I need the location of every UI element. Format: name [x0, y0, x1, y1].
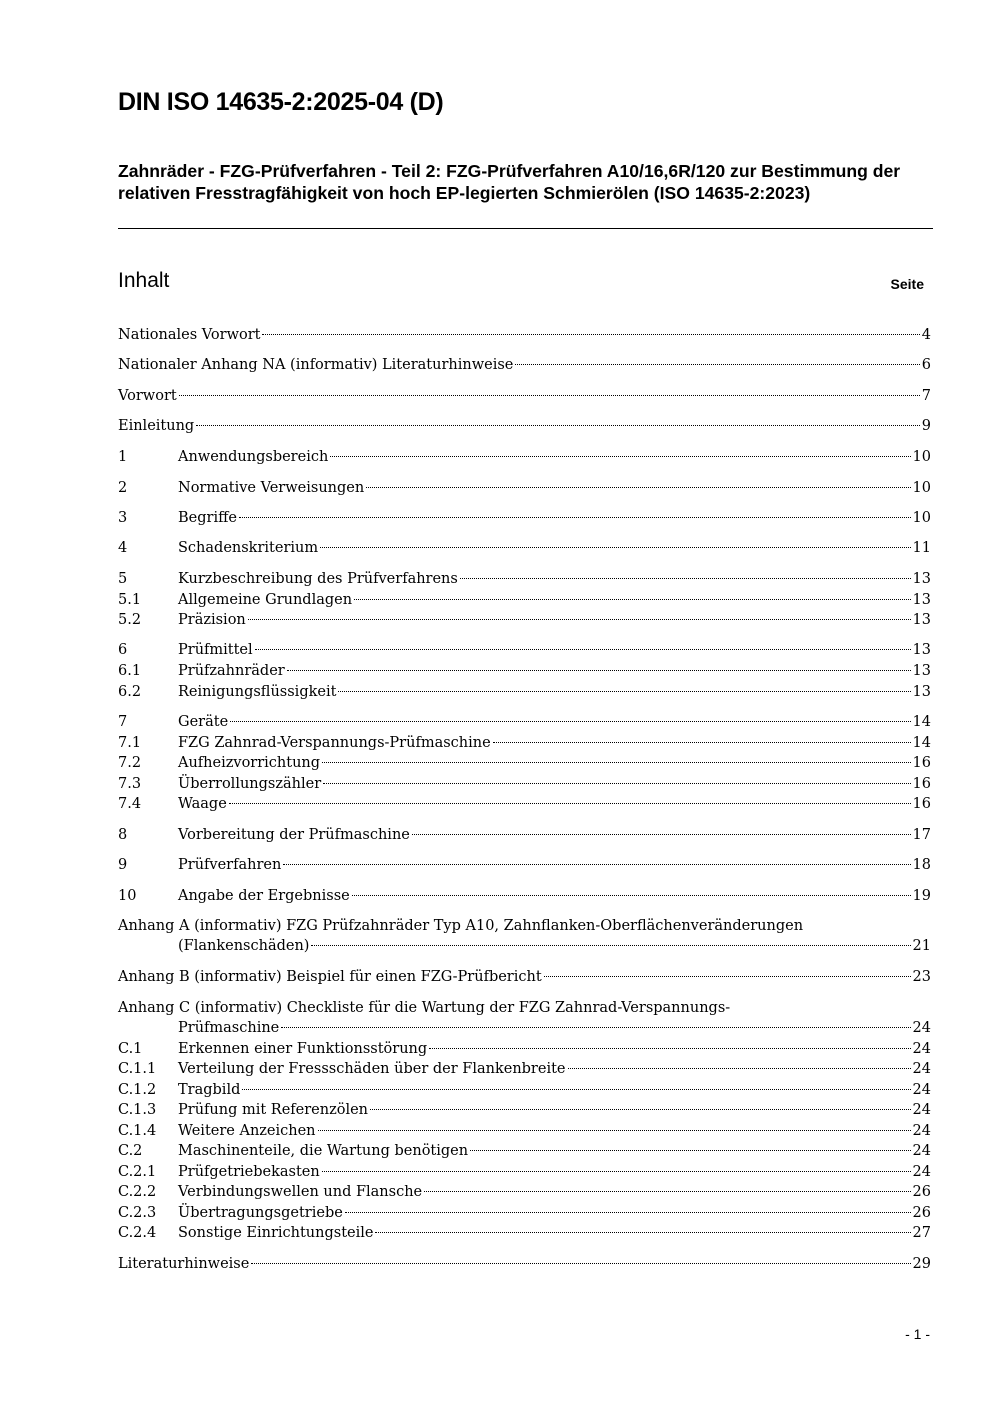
toc-entry-title: Anwendungsbereich: [178, 449, 329, 465]
toc-entry[interactable]: [118, 733, 931, 753]
toc-entry-number: C.1: [118, 1041, 143, 1057]
toc-entry[interactable]: [118, 967, 931, 987]
toc-entry-page: 24: [912, 1082, 931, 1098]
dot-leader: [239, 517, 911, 518]
toc-entry-number: 7: [118, 714, 128, 730]
toc-entry-title: Allgemeine Grundlagen: [178, 592, 353, 608]
toc-entry-title: Aufheizvorrichtung: [178, 755, 321, 771]
toc-entry-number: 4: [118, 540, 128, 556]
toc-entry[interactable]: [118, 478, 931, 498]
toc-entry-page: 16: [912, 755, 931, 771]
dot-leader: [283, 864, 910, 865]
toc-entry[interactable]: [118, 1121, 931, 1141]
toc-entry[interactable]: [118, 610, 931, 630]
toc-entry-title: Sonstige Einrichtungsteile: [178, 1225, 374, 1241]
toc-entry[interactable]: [118, 640, 931, 660]
dot-leader: [412, 834, 911, 835]
toc-entry[interactable]: [118, 325, 931, 345]
toc-entry-title: Überrollungszähler: [178, 776, 322, 792]
toc-entry[interactable]: [118, 447, 931, 467]
toc-entry-page: 10: [912, 480, 931, 496]
toc-entry-title: Verteilung der Fressschäden über der Flankenbreite: [178, 1061, 566, 1077]
toc-entry-number: C.1.1: [118, 1061, 157, 1077]
dot-leader: [281, 1027, 910, 1028]
toc-entry-page: 6: [921, 357, 931, 373]
toc-entry-title: Prüfgetriebekasten: [178, 1164, 320, 1180]
toc-entry-page: 24: [912, 1061, 931, 1077]
toc-entry-page: 4: [921, 327, 931, 343]
toc-entry[interactable]: [118, 661, 931, 681]
document-subtitle: Zahnräder - FZG-Prüfverfahren - Teil 2: FZG-Prüfverfahren A10/16,6R/120 zur Bestimmung der relativen Fresstragfähigkeit von hoch EP-legierten Schmierölen (ISO 14635-2:2023): [118, 161, 901, 203]
toc-entry-page: 24: [912, 1020, 931, 1036]
dot-leader: [460, 578, 911, 579]
dot-leader: [179, 395, 920, 396]
toc-entry-title: Geräte: [178, 714, 229, 730]
toc-entry-page: 24: [912, 1102, 931, 1118]
dot-leader: [330, 456, 910, 457]
toc-entry-title-continued: Prüfmaschine: [178, 1020, 280, 1036]
toc-entry[interactable]: [118, 416, 931, 436]
toc-entry-title: Prüfverfahren: [178, 857, 282, 873]
toc-entry-page: 26: [912, 1184, 931, 1200]
title-divider: [118, 228, 933, 229]
toc-entry-number: C.1.3: [118, 1102, 157, 1118]
toc-entry-page: 17: [912, 827, 931, 843]
toc-entry[interactable]: [118, 1080, 931, 1100]
toc-entry-page: 26: [912, 1205, 931, 1221]
dot-leader: [544, 976, 911, 977]
dot-leader: [322, 1171, 911, 1172]
toc-entry-title: Präzision: [178, 612, 246, 628]
toc-entry-title: Waage: [178, 796, 227, 812]
dot-leader: [196, 425, 920, 426]
toc-entry-page: 24: [912, 1164, 931, 1180]
toc-entry-number: 5: [118, 571, 128, 587]
toc-entry-page: 13: [912, 612, 931, 628]
toc-entry[interactable]: [118, 1141, 931, 1161]
toc-entry-page: 18: [912, 857, 931, 873]
toc-entry-page: 13: [912, 571, 931, 587]
toc-entry[interactable]: [118, 1223, 931, 1243]
toc-entry-page: 13: [912, 684, 931, 700]
toc-entry[interactable]: [118, 1203, 931, 1223]
toc-entry-title-continued: (Flankenschäden): [178, 938, 310, 954]
dot-leader: [248, 619, 911, 620]
dot-leader: [251, 1263, 910, 1264]
toc-entry-page: 29: [912, 1256, 931, 1272]
toc-entry[interactable]: [118, 855, 931, 875]
toc-entry-number: 7.3: [118, 776, 142, 792]
toc-entry-page: 13: [912, 642, 931, 658]
toc-entry[interactable]: [118, 1100, 931, 1120]
toc-entry[interactable]: [118, 386, 931, 406]
toc-entry-number: 1: [118, 449, 128, 465]
dot-leader: [320, 547, 910, 548]
toc-entry-page: 21: [912, 938, 931, 954]
toc-entry[interactable]: [118, 538, 931, 558]
toc-entry-title: Prüfmittel: [178, 642, 253, 658]
dot-leader: [493, 742, 911, 743]
toc-entry-number: 8: [118, 827, 128, 843]
toc-entry-number: C.2.2: [118, 1184, 157, 1200]
toc-entry-number: C.2.4: [118, 1225, 157, 1241]
toc-entry-page: 23: [912, 969, 931, 985]
toc-entry-page: 13: [912, 663, 931, 679]
toc-entry-title: Maschinenteile, die Wartung benötigen: [178, 1143, 469, 1159]
toc-entry-title: Verbindungswellen und Flansche: [178, 1184, 423, 1200]
dot-leader: [354, 599, 910, 600]
toc-entry[interactable]: [118, 774, 931, 794]
toc-entry-title: Literaturhinweise: [118, 1256, 250, 1272]
toc-entry-title: Reinigungsflüssigkeit: [178, 684, 337, 700]
dot-leader: [338, 691, 910, 692]
toc-entry-title: Einleitung: [118, 418, 195, 434]
toc-entry-title: Prüfung mit Referenzölen: [178, 1102, 369, 1118]
toc-entry[interactable]: [118, 590, 931, 610]
toc-entry[interactable]: [118, 1162, 931, 1182]
toc-entry-number: C.2.3: [118, 1205, 157, 1221]
toc-entry-number: C.2: [118, 1143, 143, 1159]
toc-entry-title: Anhang B (informativ) Beispiel für einen FZG-Prüfbericht: [118, 969, 542, 985]
toc-entry[interactable]: [118, 753, 931, 773]
page-column-label: Seite: [890, 276, 924, 292]
toc-entry[interactable]: [118, 916, 931, 956]
dot-leader: [345, 1212, 911, 1213]
toc-entry-page: 9: [921, 418, 931, 434]
dot-leader: [352, 895, 911, 896]
toc-entry-page: 16: [912, 776, 931, 792]
toc-entry-title: Angabe der Ergebnisse: [178, 888, 350, 904]
toc-entry-title: Anhang A (informativ) FZG Prüfzahnräder Typ A10, Zahnflanken-Oberflächenveränderungen: [118, 918, 804, 934]
dot-leader: [429, 1048, 910, 1049]
toc-entry-number: 5.1: [118, 592, 142, 608]
toc-entry-title: Nationales Vorwort: [118, 327, 261, 343]
dot-leader: [322, 762, 911, 763]
toc-entry[interactable]: [118, 712, 931, 732]
toc-entry[interactable]: [118, 998, 931, 1038]
toc-entry-number: 2: [118, 480, 128, 496]
document-title: DIN ISO 14635-2:2025-04 (D): [118, 88, 444, 116]
toc-entry-title: Tragbild: [178, 1082, 241, 1098]
toc-entry-number: 6.1: [118, 663, 142, 679]
toc-entry-title: Übertragungsgetriebe: [178, 1205, 343, 1221]
toc-entry-title: Schadenskriterium: [178, 540, 319, 556]
toc-entry[interactable]: [118, 1059, 931, 1079]
toc-heading: Inhalt: [118, 269, 170, 292]
toc-entry-page: 13: [912, 592, 931, 608]
toc-entry-title: Prüfzahnräder: [178, 663, 285, 679]
toc-entry-title: FZG Zahnrad-Verspannungs-Prüfmaschine: [178, 735, 491, 751]
toc-entry[interactable]: [118, 569, 931, 589]
dot-leader: [262, 334, 919, 335]
toc-entry-number: 9: [118, 857, 128, 873]
toc-entry-number: 3: [118, 510, 128, 526]
toc-entry-title: Vorbereitung der Prüfmaschine: [178, 827, 410, 843]
toc-entry-number: C.1.4: [118, 1123, 157, 1139]
toc-entry[interactable]: [118, 1182, 931, 1202]
dot-leader: [515, 364, 919, 365]
toc-entry[interactable]: [118, 794, 931, 814]
dot-leader: [287, 670, 911, 671]
toc-entry-number: 7.2: [118, 755, 142, 771]
toc-entry-page: 19: [912, 888, 931, 904]
toc-entry-page: 24: [912, 1041, 931, 1057]
toc-entry-page: 11: [912, 540, 931, 556]
toc-entry-page: 10: [912, 510, 931, 526]
toc-entry[interactable]: [118, 886, 931, 906]
dot-leader: [255, 649, 911, 650]
toc-entry-title: Kurzbeschreibung des Prüfverfahrens: [178, 571, 458, 587]
toc-entry[interactable]: [118, 825, 931, 845]
toc-entry-page: 14: [912, 714, 931, 730]
toc-entry[interactable]: [118, 355, 931, 375]
toc-entry[interactable]: [118, 1039, 931, 1059]
toc-entry-number: 10: [118, 888, 137, 904]
dot-leader: [230, 721, 910, 722]
toc-entry-title: Anhang C (informativ) Checkliste für die Wartung der FZG Zahnrad-Verspannungs-: [118, 1000, 731, 1016]
toc-entry-page: 10: [912, 449, 931, 465]
toc-entry-page: 24: [912, 1123, 931, 1139]
dot-leader: [242, 1089, 910, 1090]
dot-leader: [370, 1109, 911, 1110]
dot-leader: [229, 803, 911, 804]
toc-entry-number: 5.2: [118, 612, 142, 628]
toc-entry[interactable]: [118, 1254, 931, 1274]
toc-entry-title: Begriffe: [178, 510, 237, 526]
toc-entry-title: Erkennen einer Funktionsstörung: [178, 1041, 428, 1057]
toc-entry-page: 7: [921, 388, 931, 404]
toc-entry-page: 14: [912, 735, 931, 751]
toc-entry-page: 27: [912, 1225, 931, 1241]
dot-leader: [323, 783, 910, 784]
toc-entry-number: 6.2: [118, 684, 142, 700]
toc-entry[interactable]: [118, 682, 931, 702]
toc-entry-number: C.2.1: [118, 1164, 157, 1180]
toc-entry-title: Vorwort: [118, 388, 177, 404]
toc-entry-number: 6: [118, 642, 128, 658]
dot-leader: [424, 1191, 910, 1192]
toc-entry-number: 7.1: [118, 735, 142, 751]
toc-entry-number: C.1.2: [118, 1082, 157, 1098]
toc-entry-title: Nationaler Anhang NA (informativ) Literaturhinweise: [118, 357, 514, 373]
toc-entry-title: Weitere Anzeichen: [178, 1123, 316, 1139]
toc-entry-number: 7.4: [118, 796, 142, 812]
page-number: - 1 -: [905, 1326, 930, 1342]
toc-entry-page: 16: [912, 796, 931, 812]
toc-entry-title: Normative Verweisungen: [178, 480, 365, 496]
dot-leader: [366, 487, 910, 488]
toc-entry-page: 24: [912, 1143, 931, 1159]
dot-leader: [318, 1130, 911, 1131]
dot-leader: [311, 945, 910, 946]
dot-leader: [470, 1150, 910, 1151]
toc-entry[interactable]: [118, 508, 931, 528]
dot-leader: [568, 1068, 911, 1069]
dot-leader: [375, 1232, 910, 1233]
